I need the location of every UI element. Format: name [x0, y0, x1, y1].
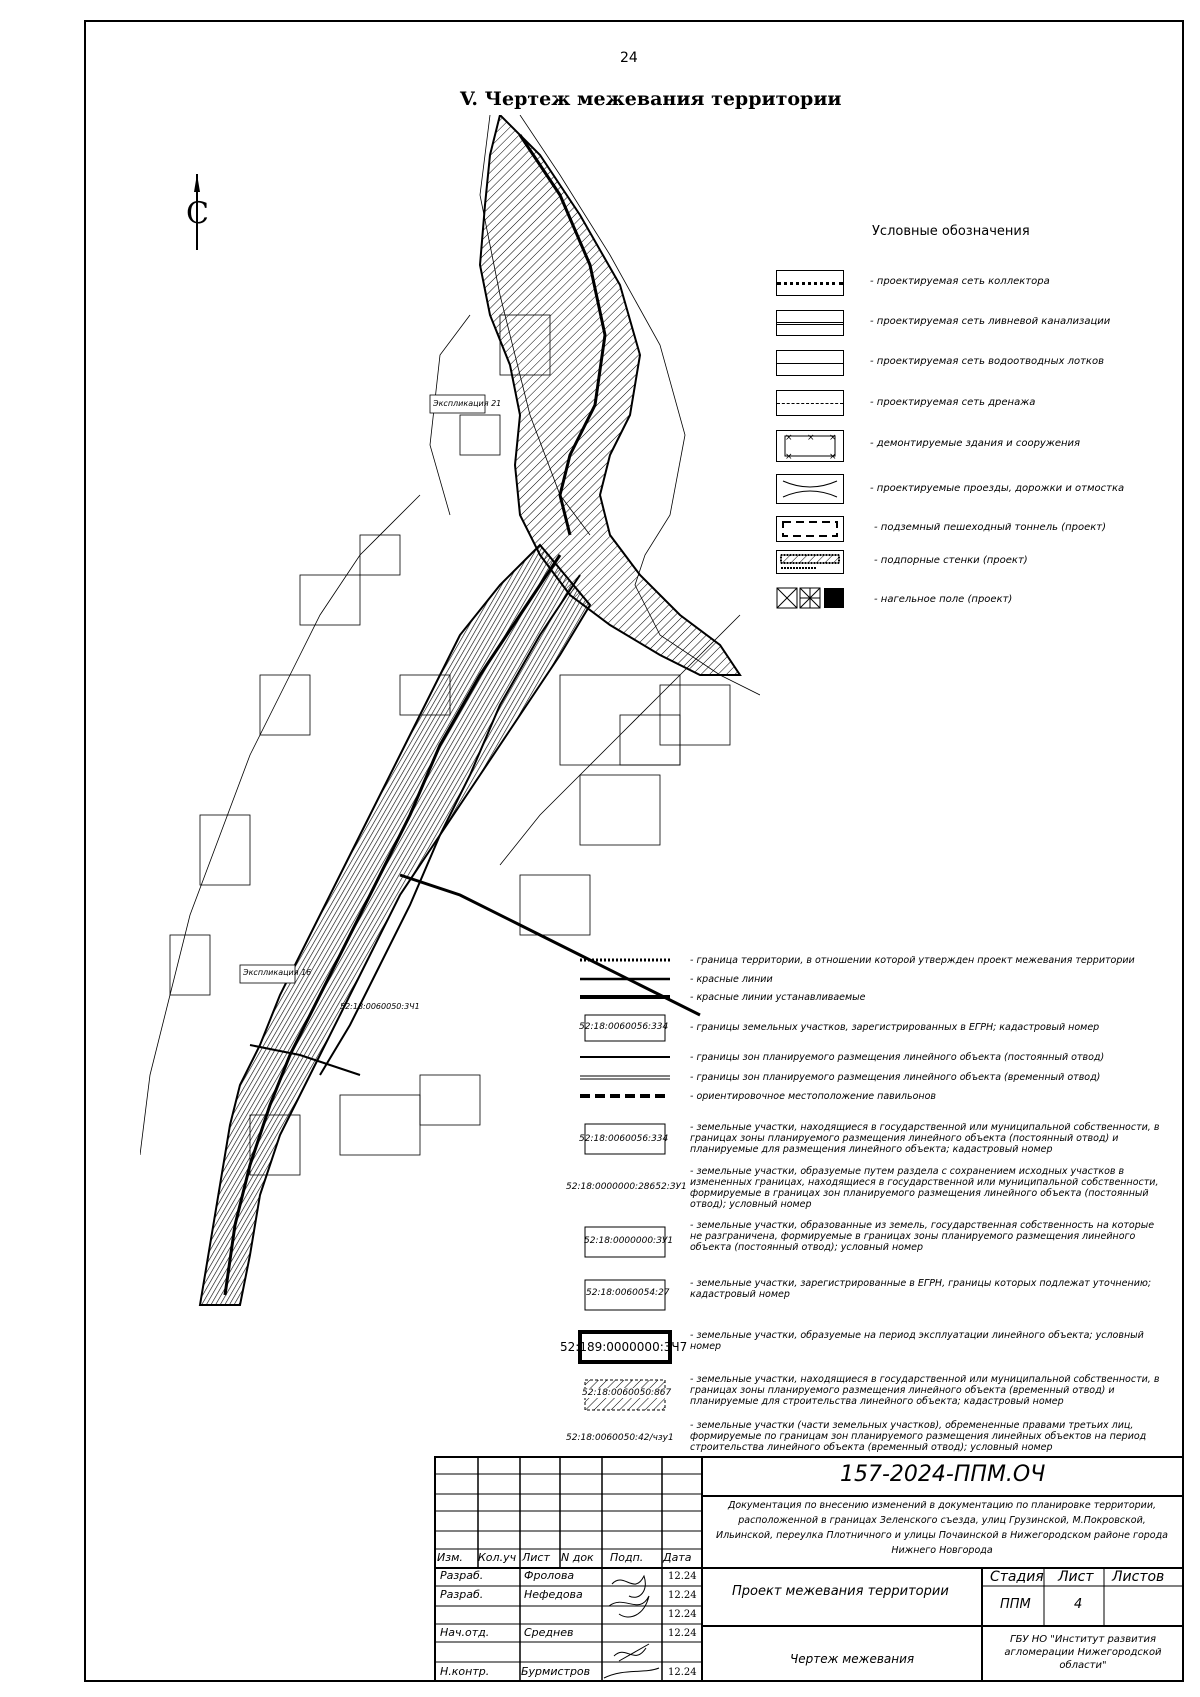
svg-text:×: × — [785, 452, 793, 461]
legend-b-refine: - земельные участки, зарегистрированные в ЕГРН, границы которых подлежат уточнению; кадастровый номер — [690, 1278, 1152, 1300]
map-label-upper: Экспликация 21 — [433, 399, 502, 408]
svg-text:×: × — [785, 433, 793, 443]
sheet-name: Чертеж межевания — [790, 1652, 915, 1666]
legend-b-symbol-7: 52:18:0060050:867 — [582, 1388, 672, 1398]
legend-symbol-nail-field — [776, 586, 846, 610]
legend-b-symbol-6: 52:189:0000000:3Ч7 — [560, 1340, 688, 1354]
legend-symbol-driveways — [776, 474, 844, 504]
map-label-cadastral: 52:18:0060050:3Ч1 — [340, 1002, 420, 1011]
organization: ГБУ НО "Институт развития агломерации Нижегородской области" — [1004, 1634, 1162, 1671]
svg-text:×: × — [829, 433, 837, 443]
legend-item-trays: - проектируемая сеть водоотводных лотков — [870, 356, 1104, 367]
north-arrow-label: С — [186, 196, 209, 231]
page-number: 24 — [620, 50, 638, 66]
svg-text:×: × — [829, 452, 837, 461]
row-2-date: 12.24 — [668, 1590, 697, 1601]
title-block-description: Документация по внесению изменений в документацию по планировке территории, расположенной в границах Зеленского съезда, улиц Грузинской, М.Покровской, Ильинской, переулка Плотничного и улицы Почаинской в Нижегородском районе города Нижнего Новгорода — [715, 1500, 1168, 1556]
legend-b-state-permanent: - земельные участки, находящиеся в государственной или муниципальной собственности, в границах зоны планируемого размещения линейного объекта (постоянный отвод) и планируемые для размещения линейного объекта; кадастровый номер — [690, 1122, 1160, 1155]
svg-text:×: × — [807, 433, 815, 443]
legend-symbol-retaining-walls — [776, 550, 844, 574]
legend-b-divided: - земельные участки, образуемые путем раздела с сохранением исходных участков в измененных границах, находящиеся в государственной или муниципальной собственности, формируемые в границах зон планируемого размещения линейного объекта (постоянный отвод); условный номер — [690, 1166, 1159, 1210]
sheet-label: Лист — [1058, 1569, 1094, 1585]
legend-symbol-collector — [776, 270, 844, 296]
header-kol: Кол.уч — [478, 1551, 517, 1564]
legend-b-permanent: - границы зон планируемого размещения линейного объекта (постоянный отвод) — [690, 1052, 1105, 1063]
row-5-role: Н.контр. — [440, 1665, 490, 1678]
row-1-name: Фролова — [524, 1569, 575, 1582]
legend-item-driveways: - проектируемые проезды, дорожки и отмостка — [870, 483, 1125, 494]
legend-b-encumbered: - земельные участки (части земельных участков), обремененные правами третьих лиц, формируемые по границам зон планируемого размещения линейных объектов на период строительства линейного объекта (временный отвод); условный номер — [690, 1420, 1147, 1453]
stage-value: ППМ — [1000, 1597, 1031, 1612]
legend-b-pavilions: - ориентировочное местоположение павильонов — [690, 1091, 937, 1102]
row-5-date: 12.24 — [668, 1667, 697, 1678]
row-4-name: Среднев — [524, 1626, 574, 1639]
legend-b-exploitation: - земельные участки, образуемые на период эксплуатации линейного объекта; условный номер — [690, 1330, 1144, 1352]
row-4-role: Нач.отд. — [440, 1626, 490, 1639]
legend-item-collector: - проектируемая сеть коллектора — [870, 276, 1050, 287]
legend-item-nail-field: - нагельное поле (проект) — [874, 594, 1013, 605]
row-2-name: Нефедова — [524, 1588, 583, 1601]
legend-symbol-trays — [776, 350, 844, 376]
legend-symbol-demolition — [776, 430, 844, 462]
legend-symbol-tunnel — [776, 516, 844, 542]
legend-b-symbol-5: 52:18:0060054:27 — [586, 1288, 670, 1298]
row-5-name: Бурмистров — [521, 1665, 591, 1678]
map-label-lower: Экспликация 16 — [243, 968, 312, 977]
legend-b-registered: - границы земельных участков, зарегистрированных в ЕГРН; кадастровый номер — [690, 1022, 1100, 1033]
legend-symbol-drainage — [776, 390, 844, 416]
sheet-value: 4 — [1074, 1597, 1083, 1612]
legend-symbol-storm — [776, 310, 844, 336]
legend-b-red-lines: - красные линии — [690, 974, 773, 985]
legend-item-demolition: - демонтируемые здания и сооружения — [870, 438, 1081, 449]
row-3-date: 12.24 — [668, 1609, 697, 1620]
legend-b-state-temporary: - земельные участки, находящиеся в государственной или муниципальной собственности, в границах зоны планируемого размещения линейного объекта (временный отвод) и планируемые для строительства линейного объекта; кадастровый номер — [690, 1374, 1160, 1407]
legend-b-symbol-4: 52:18:0000000:ЗУ1 — [584, 1236, 674, 1246]
header-izm: Изм. — [437, 1551, 463, 1564]
legend-b-symbol-8: 52:18:0060050:42/чзу1 — [566, 1433, 674, 1443]
legend-b-territory: - граница территории, в отношении которой утвержден проект межевания территории — [690, 955, 1135, 966]
legend-b-red-lines-new: - красные линии устанавливаемые — [690, 992, 866, 1003]
header-list: Лист — [522, 1551, 550, 1564]
row-2-role: Разраб. — [440, 1588, 484, 1601]
legend-item-tunnel: - подземный пешеходный тоннель (проект) — [874, 522, 1106, 533]
page-title: V. Чертеж межевания территории — [460, 88, 842, 110]
legend-b-symbol-2: 52:18:0060056:334 — [579, 1134, 669, 1144]
legend-item-retaining-walls: - подпорные стенки (проект) — [874, 555, 1028, 566]
legend-item-storm: - проектируемая сеть ливневой канализации — [870, 316, 1111, 327]
row-1-role: Разраб. — [440, 1569, 484, 1582]
legend-b-unallocated: - земельные участки, образованные из земель, государственная собственность на которые не разграничена, формируемые в границах зоны планируемого размещения линейного объекта (постоянный отвод); условный номер — [690, 1220, 1155, 1253]
sheets-label: Листов — [1112, 1569, 1165, 1585]
title-block-code: 157-2024-ППМ.ОЧ — [840, 1462, 1046, 1487]
legend-b-symbol-1: 52:18:0060056:334 — [579, 1022, 669, 1032]
legend-b-temporary: - границы зон планируемого размещения линейного объекта (временный отвод) — [690, 1072, 1101, 1083]
legend-item-drainage: - проектируемая сеть дренажа — [870, 397, 1036, 408]
legend-title: Условные обозначения — [872, 224, 1030, 239]
header-ndok: N док — [561, 1551, 594, 1564]
stage-label: Стадия — [990, 1569, 1044, 1585]
row-4-date: 12.24 — [668, 1628, 697, 1639]
project-name: Проект межевания территории — [732, 1584, 949, 1599]
row-1-date: 12.24 — [668, 1571, 697, 1582]
header-date: Дата — [663, 1551, 692, 1564]
header-podp: Подп. — [610, 1551, 644, 1564]
legend-b-symbol-3: 52:18:0000000:28652:ЗУ1 — [566, 1182, 687, 1192]
